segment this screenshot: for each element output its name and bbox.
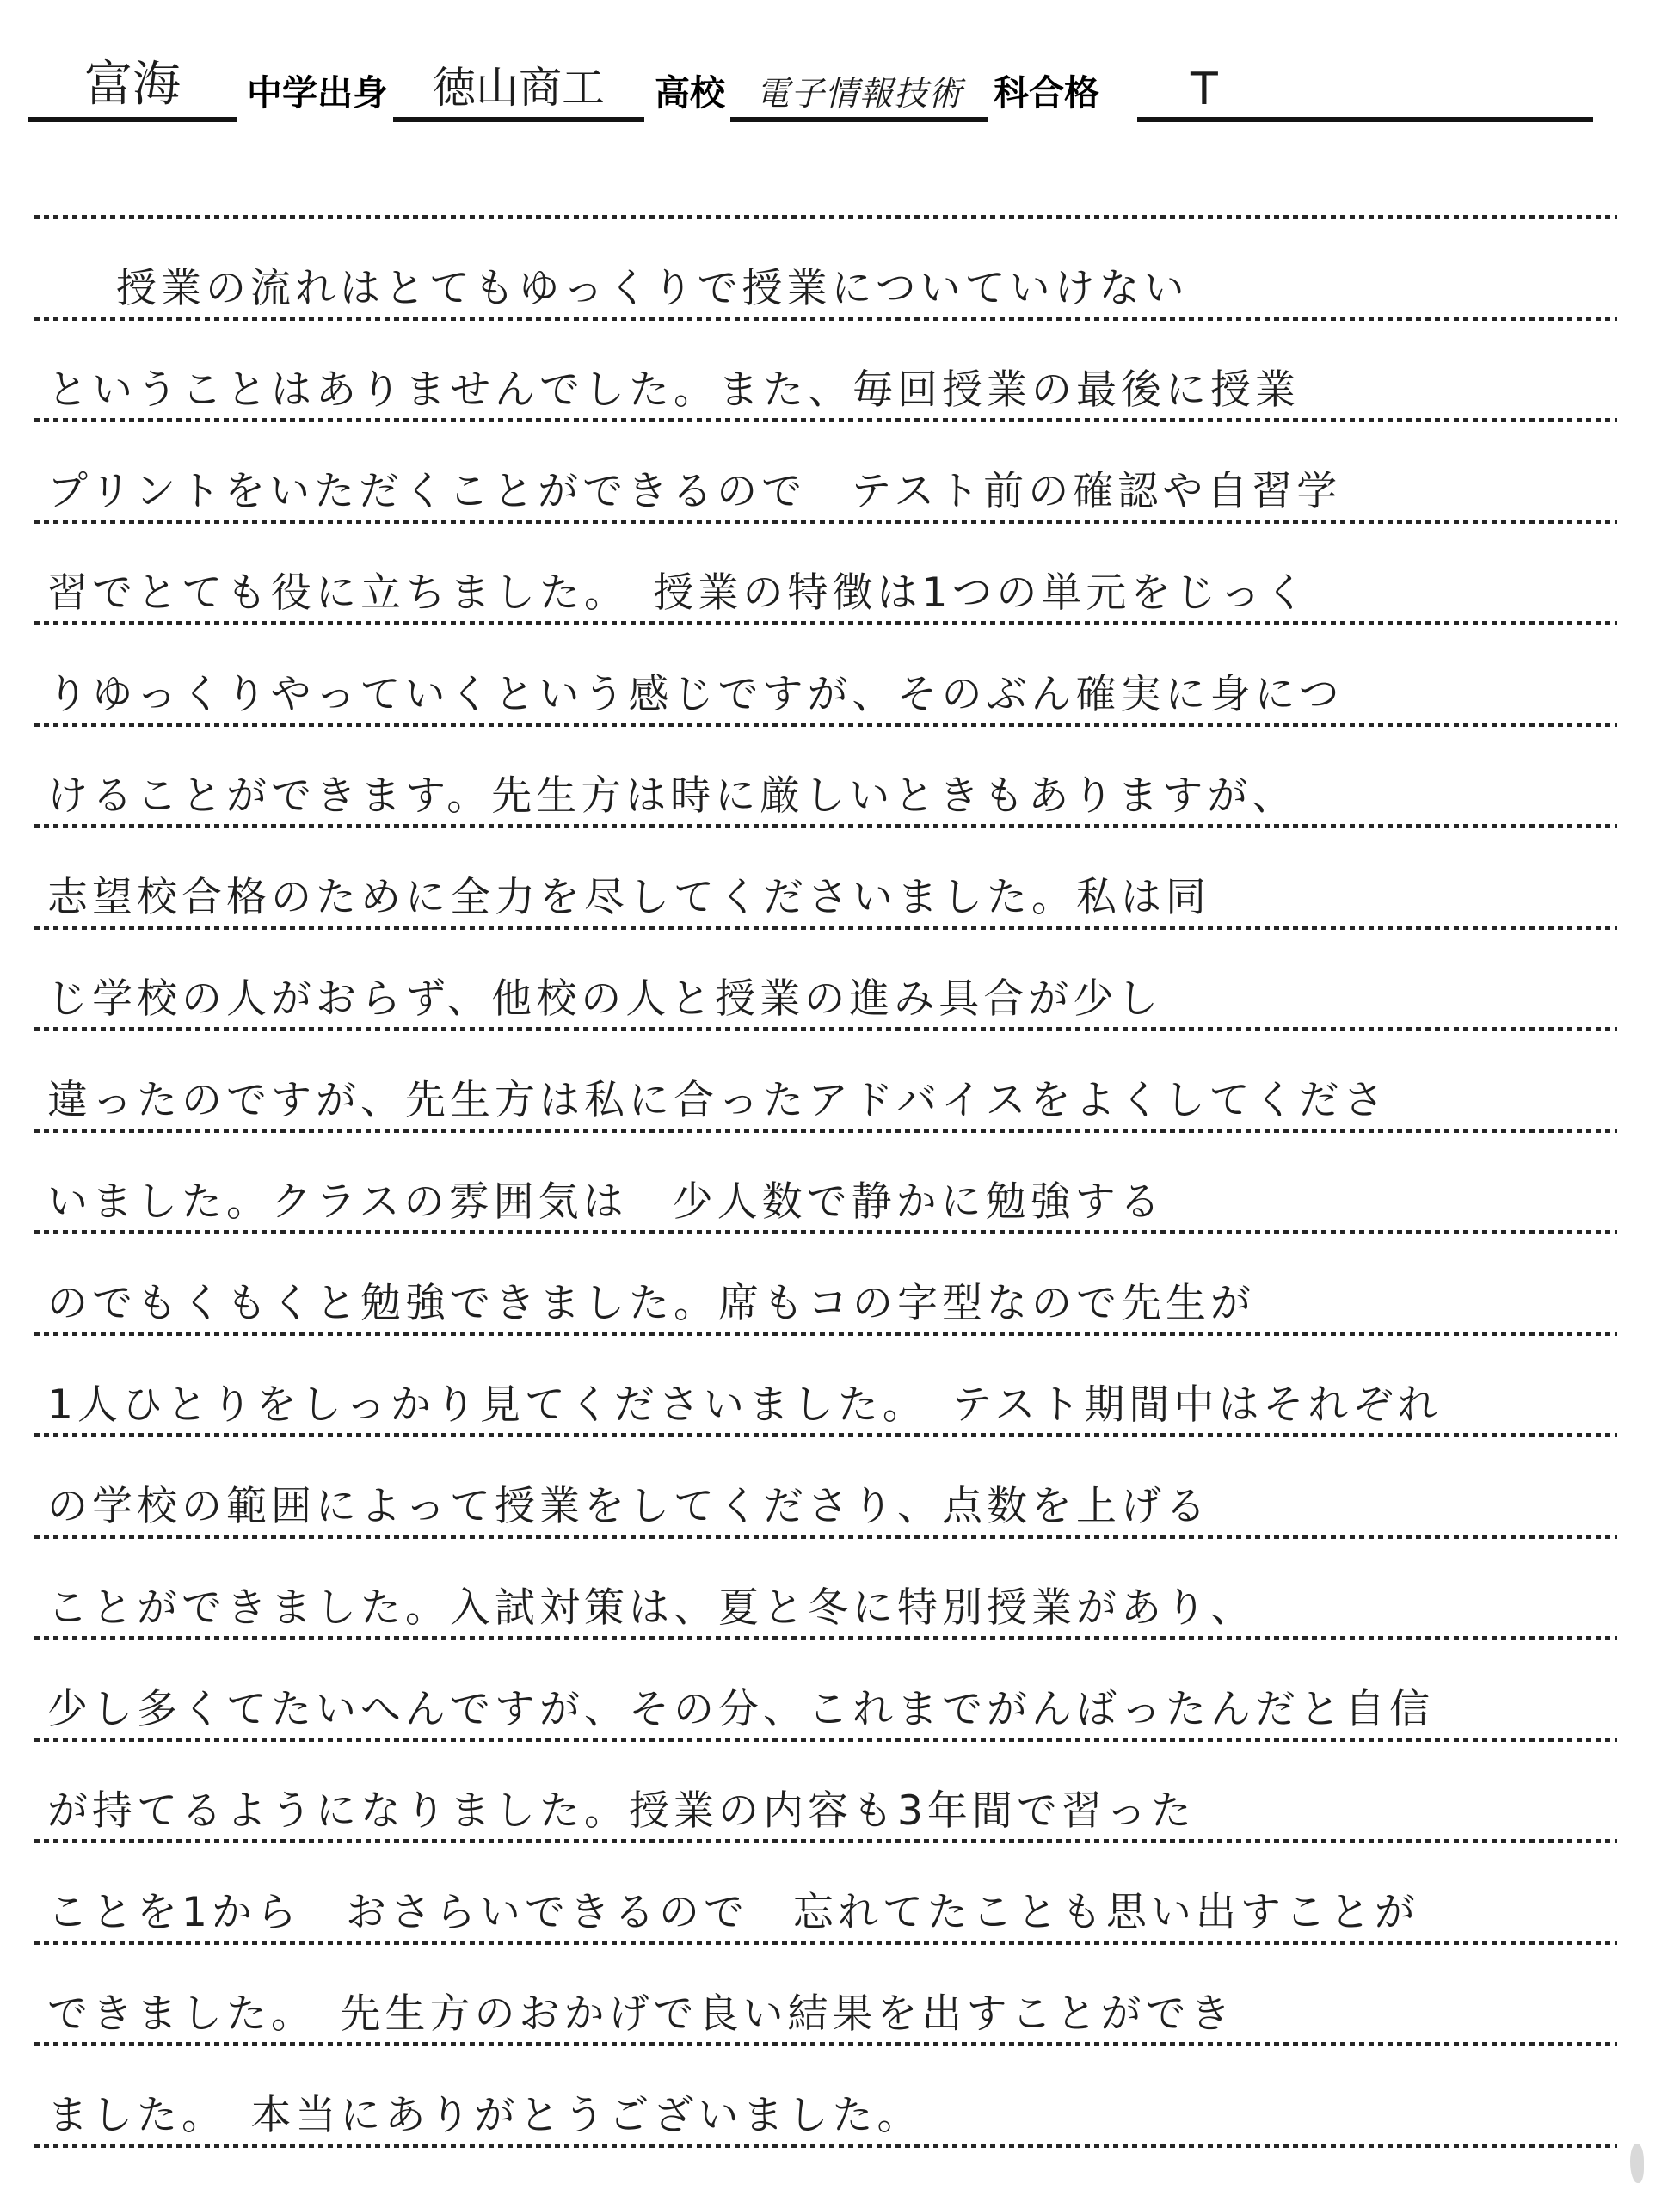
- department-label: 科合格: [994, 73, 1099, 113]
- handwritten-line: じ学校の人がおらず、他校の人と授業の進み具合が少し: [47, 975, 1163, 1023]
- ruled-line-row: [34, 625, 1617, 727]
- handwritten-line: いました。クラスの雰囲気は 少人数で静かに勉強する: [47, 1178, 1165, 1226]
- ruled-line-row: [34, 422, 1617, 524]
- ruled-line-row: [34, 321, 1617, 422]
- handwritten-line: の学校の範囲によって授業をしてくださり、点数を上げる: [47, 1483, 1210, 1530]
- handwritten-line: りゆっくりやっていくという感じですが、そのぶん確実に身につ: [47, 671, 1344, 718]
- ruled-line-row: [34, 727, 1617, 828]
- handwritten-line: ことができました。入試対策は、夏と冬に特別授業があり、: [47, 1584, 1255, 1632]
- ruled-line-row: [34, 524, 1617, 625]
- handwritten-line: 違ったのですが、先生方は私に合ったアドバイスをよくしてくださ: [47, 1077, 1388, 1124]
- high-school-label: 高校: [655, 73, 725, 113]
- ruled-line-row: [34, 2046, 1617, 2148]
- handwritten-line: プリントをいただくことができるので テスト前の確認や自習学: [47, 468, 1342, 515]
- dotted-rule: [34, 2144, 1617, 2148]
- handwritten-line: ました。 本当にありがとうございました。: [47, 2092, 922, 2139]
- scan-artifact-mark: [1630, 2144, 1644, 2183]
- handwritten-line: が持てるようになりました。授業の内容も3年間で習った: [47, 1787, 1196, 1835]
- ruled-line-row: [34, 828, 1617, 930]
- ruled-line-row: [34, 1539, 1617, 1640]
- ruled-line-row: [34, 1843, 1617, 1945]
- ruled-line-row: [34, 1437, 1617, 1539]
- ruled-line-row: [34, 219, 1617, 321]
- ruled-line-row: [34, 1945, 1617, 2046]
- handwritten-line: できました。 先生方のおかげで良い結果を出すことができ: [47, 1990, 1235, 2038]
- high-school-field: 徳山商工: [393, 53, 644, 122]
- handwritten-line: ことを1から おさらいできるので 忘れてたことも思い出すことが: [47, 1889, 1419, 1936]
- handwritten-line: けることができます。先生方は時に厳しいときもありますが、: [47, 772, 1297, 820]
- handwritten-line: のでもくもくと勉強できました。席もコの字型なので先生が: [47, 1280, 1255, 1327]
- handwritten-line: 習でとても役に立ちました。 授業の特徴は1つの単元をじっく: [47, 569, 1310, 617]
- ruled-line-row: [34, 1742, 1617, 1843]
- ruled-line-row: [34, 930, 1617, 1031]
- document-header: [28, 26, 1593, 122]
- handwritten-line: 授業の流れはとてもゆっくりで授業についていけない: [116, 265, 1189, 312]
- handwritten-body: [34, 118, 1617, 2148]
- handwritten-line: ということはありませんでした。また、毎回授業の最後に授業: [47, 366, 1300, 414]
- handwritten-line: 少し多くてたいへんですが、その分、これまでがんばったんだと自信: [47, 1686, 1434, 1733]
- ruled-line-row: [34, 1133, 1617, 1234]
- origin-school-field: 富海: [28, 46, 237, 122]
- ruled-line-row: [34, 118, 1617, 219]
- ruled-line-row: [34, 1640, 1617, 1742]
- department-field: 電子情報技術: [730, 67, 988, 122]
- handwritten-line: 志望校合格のために全力を尽してくださいました。私は同: [47, 874, 1210, 921]
- ruled-line-row: [34, 1336, 1617, 1437]
- ruled-line-row: [34, 1031, 1617, 1133]
- handwritten-line: 1人ひとりをしっかり見てくださいました。 テスト期間中はそれぞれ: [47, 1381, 1443, 1429]
- signature-initial-field: T: [1137, 64, 1593, 122]
- ruled-line-row: [34, 1234, 1617, 1336]
- origin-school-label: 中学出身: [247, 73, 388, 113]
